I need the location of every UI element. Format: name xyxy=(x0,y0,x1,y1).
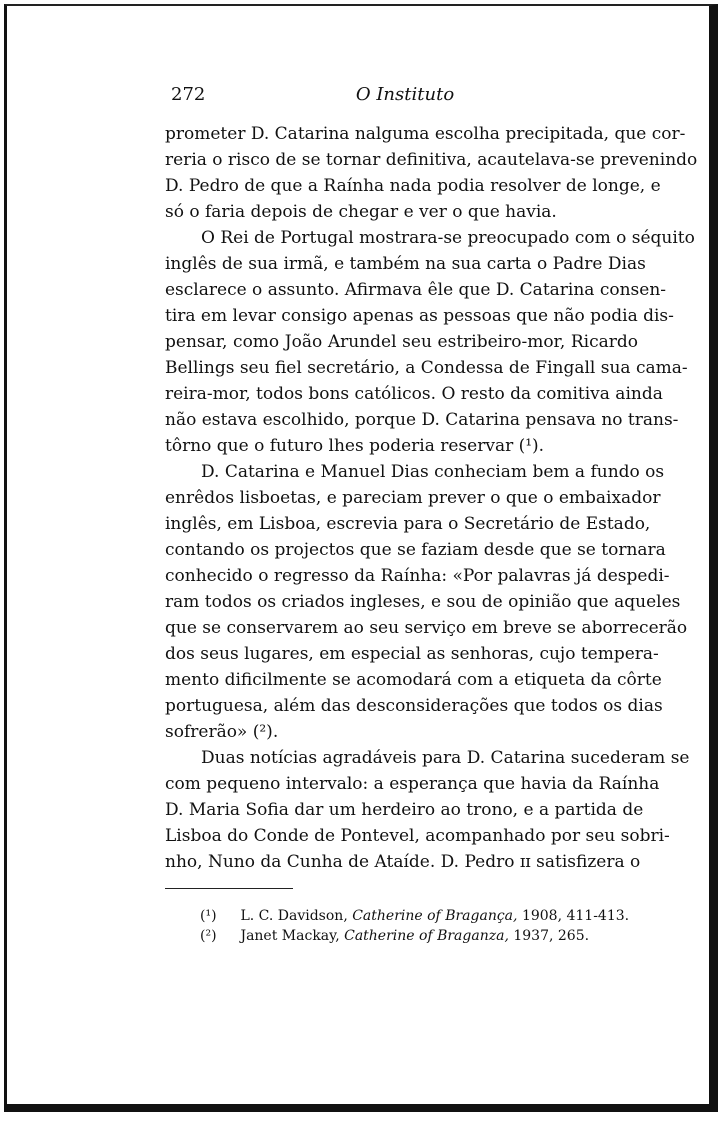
text-line: tira em levar consigo apenas as pessoas que não podia dis- xyxy=(165,306,674,326)
text-line: portuguesa, além das desconsiderações que todos os dias xyxy=(165,696,663,716)
body-text xyxy=(165,121,698,875)
text-line: mento dificilmente se acomodará com a etiqueta da côrte xyxy=(165,670,662,690)
text-line: não estava escolhido, porque D. Catarina pensava no trans- xyxy=(165,410,679,430)
text-line: D. Catarina e Manuel Dias conheciam bem a fundo os xyxy=(201,462,665,482)
text-line: sofrerão» (²). xyxy=(165,722,279,742)
text-line: reria o risco de se tornar definitiva, acautelava-se prevenindo xyxy=(165,150,698,170)
page-header xyxy=(167,84,643,110)
text-line: contando os projectos que se faziam desde que se tornara xyxy=(165,540,666,560)
footnote-separator xyxy=(165,888,293,889)
text-line: inglês, em Lisboa, escrevia para o Secretário de Estado, xyxy=(165,514,651,534)
text-line: Duas notícias agradáveis para D. Catarina sucederam se xyxy=(201,748,690,768)
running-title: O Instituto xyxy=(355,84,455,105)
text-line: prometer D. Catarina nalguma escolha precipitada, que cor- xyxy=(165,124,686,144)
text-line: esclarece o assunto. Afirmava êle que D. Catarina consen- xyxy=(165,280,667,300)
paragraph-1 xyxy=(165,121,698,225)
footnote-title: Catherine of Bragança, xyxy=(352,908,518,924)
paragraph-3 xyxy=(165,459,688,745)
page-number: 272 xyxy=(171,84,206,105)
text-line: pensar, como João Arundel seu estribeiro-mor, Ricardo xyxy=(165,332,638,352)
footnote-reference: 1908, 411-413. xyxy=(521,908,630,924)
footnote-mark: (²) xyxy=(200,928,217,944)
footnote-title: Catherine of Braganza, xyxy=(344,928,509,944)
text-line: com pequeno intervalo: a esperança que havia da Raínha xyxy=(165,774,660,794)
text-line: D. Pedro de que a Raínha nada podia resolver de longe, e xyxy=(165,176,661,196)
text-line: inglês de sua irmã, e também na sua carta o Padre Dias xyxy=(165,254,646,274)
text-line: Bellings seu fiel secretário, a Condessa de Fingall sua cama- xyxy=(165,358,688,378)
text-line: enrêdos lisboetas, e pareciam prever o que o embaixador xyxy=(165,488,661,508)
footnote-author: L. C. Davidson, xyxy=(240,908,348,924)
footnotes xyxy=(200,906,640,946)
text-line: conhecido o regresso da Raínha: «Por palavras já despedi- xyxy=(165,566,670,586)
paragraph-2 xyxy=(165,225,695,459)
text-line: reira-mor, todos bons católicos. O resto da comitiva ainda xyxy=(165,384,663,404)
text-line: que se conservarem ao seu serviço em breve se aborrecerão xyxy=(165,618,688,638)
footnote-1 xyxy=(200,906,640,926)
text-line: ram todos os criados ingleses, e sou de opinião que aqueles xyxy=(165,592,681,612)
footnote-mark: (¹) xyxy=(200,908,217,924)
footnote-reference: 1937, 265. xyxy=(513,928,590,944)
text-line: só o faria depois de chegar e ver o que havia. xyxy=(165,202,557,222)
text-line: D. Maria Sofia dar um herdeiro ao trono, e a partida de xyxy=(165,800,644,820)
footnote-author: Janet Mackay, xyxy=(240,928,340,944)
footnote-2 xyxy=(200,926,640,946)
text-line: dos seus lugares, em especial as senhoras, cujo tempera- xyxy=(165,644,659,664)
paragraph-4 xyxy=(165,745,690,875)
text-line: O Rei de Portugal mostrara-se preocupado com o séquito xyxy=(201,228,695,248)
text-line: nho, Nuno da Cunha de Ataíde. D. Pedro ɪɪ satisfizera o xyxy=(165,852,641,872)
text-line: Lisboa do Conde de Pontevel, acompanhado por seu sobri- xyxy=(165,826,670,846)
text-line: tôrno que o futuro lhes poderia reservar (¹). xyxy=(165,436,545,456)
